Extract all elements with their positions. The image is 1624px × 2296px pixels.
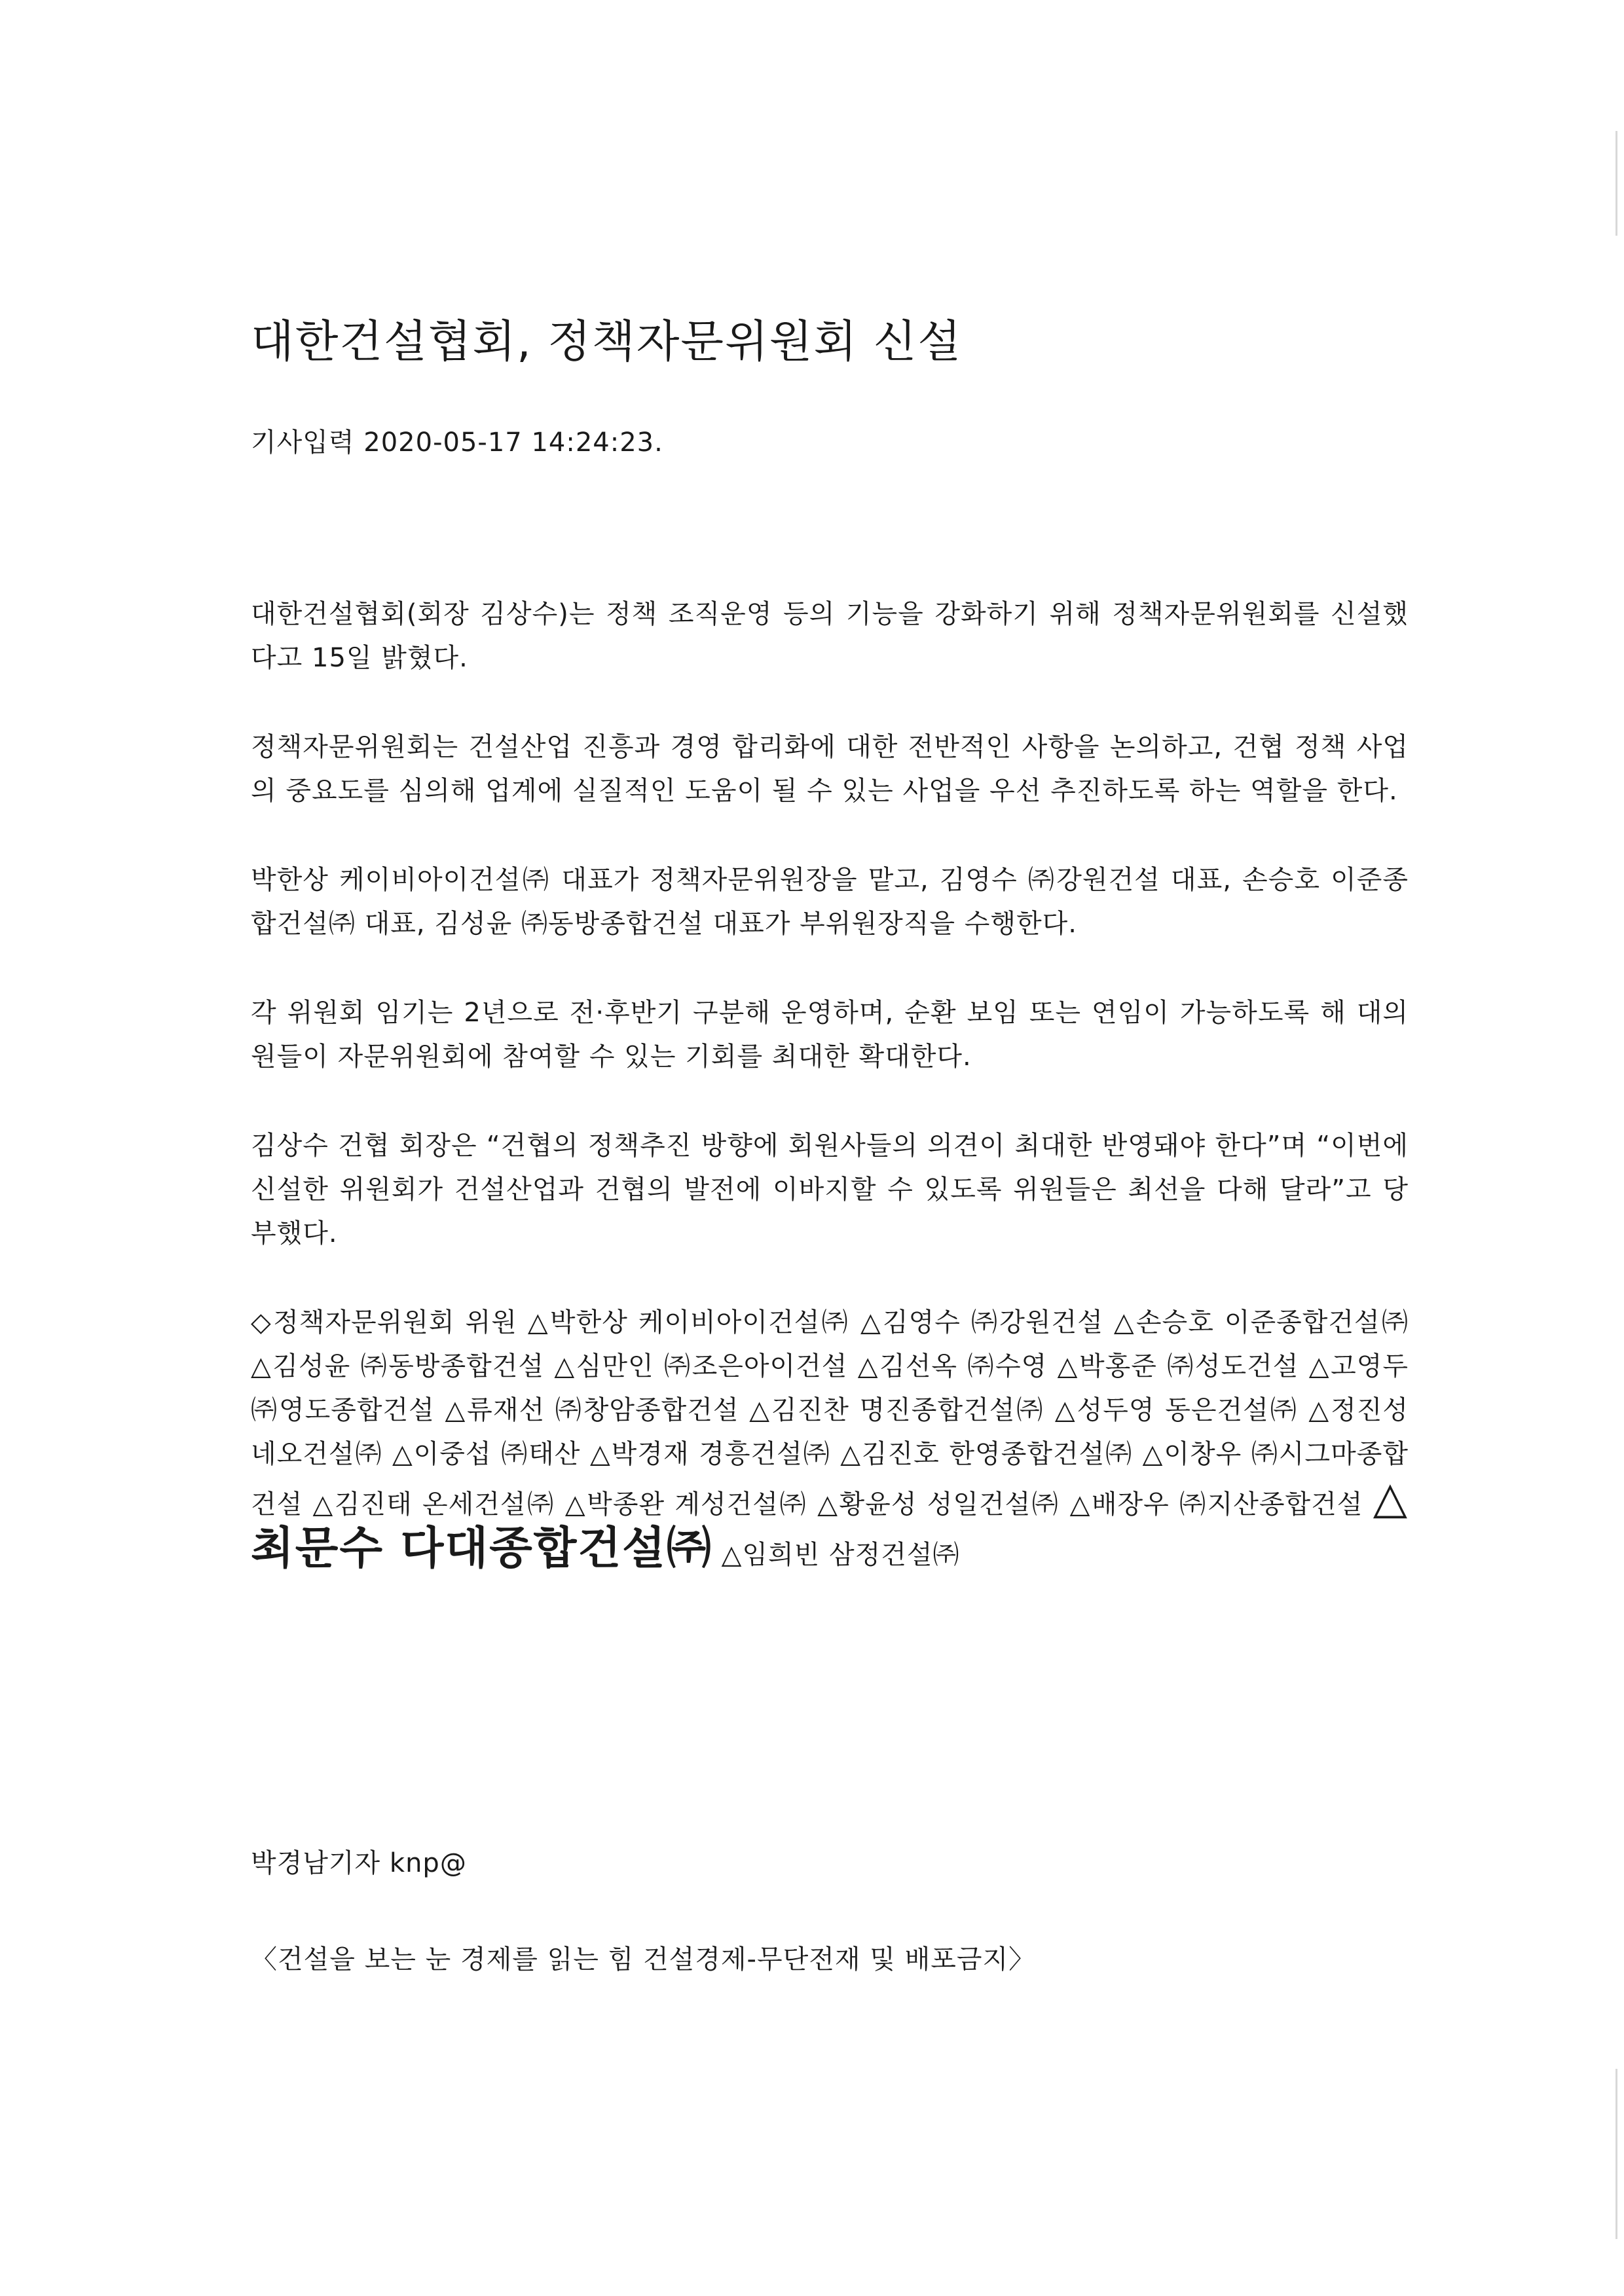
- article-paragraph: 김상수 건협 회장은 “건협의 정책추진 방향에 회원사들의 의견이 최대한 반영돼야 한다”며 “이번에 신설한 위원회가 건설산업과 건협의 발전에 이바지할 수 있도록 위원들은 최선을 다해 달라”고 당부했다.: [251, 1131, 1409, 1248]
- members-text-end: △임희빈 삼정건설㈜: [712, 1540, 960, 1570]
- members-emphasized-text: △최문수 다대종합건설㈜: [251, 1472, 1409, 1575]
- article-dateline: 기사입력 2020-05-17 14:24:23.: [251, 428, 663, 458]
- article-title: 대한건설협회, 정책자문위원회 신설: [251, 316, 963, 368]
- members-text: ◇정책자문위원회 위원 △박한상 케이비아이건설㈜ △김영수 ㈜강원건설 △손승호 이준종합건설㈜ △김성윤 ㈜동방종합건설 △심만인 ㈜조은아이건설 △김선옥 ㈜수영 △박홍준 ㈜성도건설 △고영두 ㈜영도종합건설 △류재선 ㈜창암종합건설 △김진찬 명진종합건설㈜ △성두영 동은건설㈜ △정진성 네오건설㈜ △이중섭 ㈜태산 △박경재 경흥건설㈜ △김진호 한영종합건설㈜ △이창우 ㈜시그마종합건설 △김진태 온세건설㈜ △박종완 계성건설㈜ △황윤성 성일건설㈜ △배장우 ㈜지산종합건설: [251, 1307, 1409, 1520]
- committee-members-list: [251, 1301, 1409, 1577]
- scan-edge-mark: [1615, 131, 1617, 236]
- copyright-footer: 〈건설을 보는 눈 경제를 읽는 힘 건설경제-무단전재 및 배포금지〉: [251, 1944, 1036, 1975]
- article-paragraph: 각 위원회 임기는 2년으로 전·후반기 구분해 운영하며, 순환 보임 또는 연임이 가능하도록 해 대의원들이 자문위원회에 참여할 수 있는 기회를 최대한 확대한다.: [251, 998, 1409, 1072]
- article-byline: 박경남기자 knp@: [251, 1848, 467, 1878]
- article-paragraph: 박한상 케이비아이건설㈜ 대표가 정책자문위원장을 맡고, 김영수 ㈜강원건설 대표, 손승호 이준종합건설㈜ 대표, 김성윤 ㈜동방종합건설 대표가 부위원장직을 수행한다.: [251, 865, 1409, 939]
- scan-edge-mark: [1615, 2069, 1617, 2239]
- article-paragraph: 정책자문위원회는 건설산업 진흥과 경영 합리화에 대한 전반적인 사항을 논의하고, 건협 정책 사업의 중요도를 심의해 업계에 실질적인 도움이 될 수 있는 사업을 우선 추진하도록 하는 역할을 한다.: [251, 732, 1409, 806]
- article-paragraph: 대한건설협회(회장 김상수)는 정책 조직운영 등의 기능을 강화하기 위해 정책자문위원회를 신설했다고 15일 밝혔다.: [251, 599, 1409, 673]
- article-body: [251, 592, 1409, 1622]
